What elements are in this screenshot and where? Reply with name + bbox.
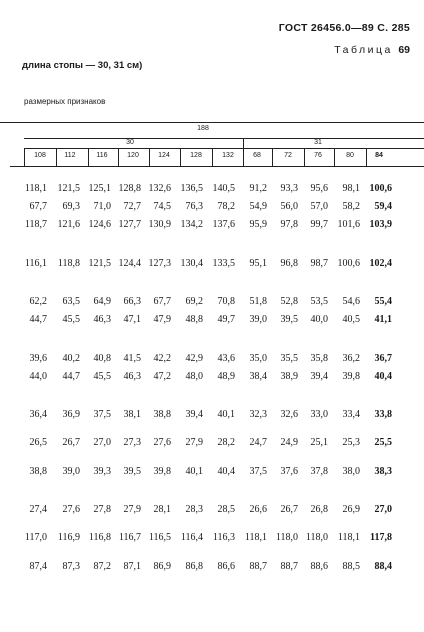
table-cell: 45,5 <box>93 371 111 382</box>
table-cell: 27,6 <box>62 504 80 515</box>
table-cell: 130,4 <box>180 258 203 269</box>
table-cell: 39,4 <box>310 371 328 382</box>
table-cell: 43,6 <box>217 353 235 364</box>
table-cell: 103,9 <box>369 219 392 230</box>
table-cell: 67,7 <box>29 201 47 212</box>
group-b-label: 31 <box>314 139 322 146</box>
table-cell: 133,5 <box>212 258 235 269</box>
column-header: 72 <box>284 152 292 159</box>
table-cell: 26,5 <box>29 437 47 448</box>
column-header: 76 <box>314 152 322 159</box>
table-cell: 66,3 <box>123 296 141 307</box>
table-cell: 27,0 <box>93 437 111 448</box>
table-cell: 32,6 <box>280 409 298 420</box>
table-cell: 27,0 <box>374 504 392 515</box>
table-cell: 95,9 <box>249 219 267 230</box>
group-rule <box>24 138 424 139</box>
table-top-rule <box>0 122 424 123</box>
table-cell: 136,5 <box>180 183 203 194</box>
table-cell: 44,0 <box>29 371 47 382</box>
table-cell: 118,0 <box>305 532 328 543</box>
table-cell: 86,6 <box>217 561 235 572</box>
subgroup-rule <box>24 148 424 149</box>
table-cell: 124,4 <box>118 258 141 269</box>
table-cell: 28,1 <box>153 504 171 515</box>
table-cell: 132,6 <box>148 183 171 194</box>
table-cell: 38,1 <box>123 409 141 420</box>
table-cell: 74,5 <box>153 201 171 212</box>
table-cell: 116,1 <box>24 258 47 269</box>
table-cell: 33,4 <box>342 409 360 420</box>
table-cell: 118,1 <box>337 532 360 543</box>
column-header: 132 <box>222 152 234 159</box>
table-cell: 87,2 <box>93 561 111 572</box>
table-cell: 100,6 <box>337 258 360 269</box>
table-cell: 40,1 <box>185 466 203 477</box>
column-divider <box>118 148 119 166</box>
table-cell: 40,8 <box>93 353 111 364</box>
table-cell: 69,2 <box>185 296 203 307</box>
column-header: 124 <box>158 152 170 159</box>
table-cell: 88,7 <box>249 561 267 572</box>
table-cell: 56,0 <box>280 201 298 212</box>
table-cell: 101,6 <box>337 219 360 230</box>
column-divider <box>212 148 213 166</box>
column-divider <box>24 148 25 166</box>
table-cell: 137,6 <box>212 219 235 230</box>
table-cell: 27,8 <box>93 504 111 515</box>
table-cell: 27,9 <box>123 504 141 515</box>
table-cell: 118,8 <box>57 258 80 269</box>
table-cell: 53,5 <box>310 296 328 307</box>
table-cell: 25,3 <box>342 437 360 448</box>
table-cell: 41,1 <box>374 314 392 325</box>
table-cell: 76,3 <box>185 201 203 212</box>
table-cell: 37,5 <box>249 466 267 477</box>
table-title: Таблица <box>334 44 393 56</box>
table-cell: 71,0 <box>93 201 111 212</box>
table-cell: 88,7 <box>280 561 298 572</box>
table-cell: 127,3 <box>148 258 171 269</box>
table-cell: 95,1 <box>249 258 267 269</box>
table-cell: 51,8 <box>249 296 267 307</box>
table-cell: 88,4 <box>374 561 392 572</box>
table-cell: 39,4 <box>185 409 203 420</box>
table-cell: 128,8 <box>118 183 141 194</box>
table-cell: 72,7 <box>123 201 141 212</box>
column-header: 68 <box>253 152 261 159</box>
table-cell: 98,7 <box>310 258 328 269</box>
table-cell: 87,1 <box>123 561 141 572</box>
table-cell: 130,9 <box>148 219 171 230</box>
table-cell: 58,2 <box>342 201 360 212</box>
table-cell: 44,7 <box>62 371 80 382</box>
table-cell: 27,9 <box>185 437 203 448</box>
column-divider <box>56 148 57 166</box>
table-cell: 39,5 <box>123 466 141 477</box>
table-cell: 99,7 <box>310 219 328 230</box>
table-cell: 39,8 <box>153 466 171 477</box>
table-cell: 24,9 <box>280 437 298 448</box>
table-cell: 118,1 <box>24 183 47 194</box>
table-cell: 62,2 <box>29 296 47 307</box>
table-cell: 24,7 <box>249 437 267 448</box>
column-divider <box>243 138 244 166</box>
table-cell: 37,6 <box>280 466 298 477</box>
table-cell: 116,3 <box>212 532 235 543</box>
table-cell: 47,1 <box>123 314 141 325</box>
table-cell: 40,2 <box>62 353 80 364</box>
table-caption: размерных признаков <box>24 97 106 106</box>
table-cell: 38,8 <box>153 409 171 420</box>
column-header: 108 <box>34 152 46 159</box>
table-cell: 117,8 <box>370 532 392 543</box>
table-cell: 42,9 <box>185 353 203 364</box>
column-header: 128 <box>190 152 202 159</box>
table-cell: 88,5 <box>342 561 360 572</box>
table-cell: 40,4 <box>217 466 235 477</box>
table-cell: 26,9 <box>342 504 360 515</box>
table-cell: 91,2 <box>249 183 267 194</box>
column-divider <box>366 148 367 166</box>
table-cell: 69,3 <box>62 201 80 212</box>
table-cell: 40,1 <box>217 409 235 420</box>
table-cell: 26,8 <box>310 504 328 515</box>
table-cell: 26,7 <box>280 504 298 515</box>
table-cell: 124,6 <box>88 219 111 230</box>
table-cell: 86,8 <box>185 561 203 572</box>
column-divider <box>180 148 181 166</box>
table-cell: 38,8 <box>29 466 47 477</box>
table-cell: 48,0 <box>185 371 203 382</box>
table-cell: 40,5 <box>342 314 360 325</box>
table-cell: 27,4 <box>29 504 47 515</box>
table-cell: 36,2 <box>342 353 360 364</box>
table-cell: 32,3 <box>249 409 267 420</box>
table-cell: 46,3 <box>93 314 111 325</box>
table-cell: 95,6 <box>310 183 328 194</box>
table-cell: 27,6 <box>153 437 171 448</box>
column-header: 84 <box>375 152 383 159</box>
table-cell: 39,8 <box>342 371 360 382</box>
table-cell: 55,4 <box>374 296 392 307</box>
column-divider <box>88 148 89 166</box>
table-cell: 116,9 <box>57 532 80 543</box>
table-subtitle: длина стопы — 30, 31 см) <box>22 60 143 71</box>
table-cell: 33,8 <box>374 409 392 420</box>
table-cell: 116,7 <box>118 532 141 543</box>
table-cell: 49,7 <box>217 314 235 325</box>
table-cell: 59,4 <box>374 201 392 212</box>
table-cell: 116,5 <box>148 532 171 543</box>
table-cell: 116,8 <box>88 532 111 543</box>
table-cell: 28,3 <box>185 504 203 515</box>
table-cell: 38,4 <box>249 371 267 382</box>
table-cell: 134,2 <box>180 219 203 230</box>
table-cell: 38,3 <box>374 466 392 477</box>
table-cell: 52,8 <box>280 296 298 307</box>
table-cell: 46,3 <box>123 371 141 382</box>
column-divider <box>272 148 273 166</box>
table-cell: 102,4 <box>369 258 392 269</box>
table-cell: 47,2 <box>153 371 171 382</box>
column-divider <box>334 148 335 166</box>
table-cell: 26,6 <box>249 504 267 515</box>
table-cell: 39,5 <box>280 314 298 325</box>
table-cell: 93,3 <box>280 183 298 194</box>
table-cell: 96,8 <box>280 258 298 269</box>
table-cell: 39,6 <box>29 353 47 364</box>
table-cell: 28,5 <box>217 504 235 515</box>
table-cell: 54,6 <box>342 296 360 307</box>
table-cell: 36,9 <box>62 409 80 420</box>
column-divider <box>304 148 305 166</box>
table-cell: 37,5 <box>93 409 111 420</box>
table-cell: 125,1 <box>88 183 111 194</box>
table-cell: 121,5 <box>57 183 80 194</box>
column-header: 80 <box>346 152 354 159</box>
table-cell: 26,7 <box>62 437 80 448</box>
column-header: 120 <box>127 152 139 159</box>
table-cell: 25,5 <box>374 437 392 448</box>
column-header: 116 <box>96 152 108 159</box>
table-cell: 35,0 <box>249 353 267 364</box>
table-cell: 48,9 <box>217 371 235 382</box>
column-header: 112 <box>64 152 76 159</box>
table-cell: 42,2 <box>153 353 171 364</box>
table-cell: 35,8 <box>310 353 328 364</box>
table-cell: 54,9 <box>249 201 267 212</box>
table-cell: 38,0 <box>342 466 360 477</box>
table-cell: 78,2 <box>217 201 235 212</box>
table-cell: 121,6 <box>57 219 80 230</box>
table-cell: 33,0 <box>310 409 328 420</box>
table-cell: 40,0 <box>310 314 328 325</box>
table-cell: 37,8 <box>310 466 328 477</box>
table-label <box>334 44 410 56</box>
table-cell: 117,0 <box>24 532 47 543</box>
table-cell: 86,9 <box>153 561 171 572</box>
table-cell: 47,9 <box>153 314 171 325</box>
table-cell: 140,5 <box>212 183 235 194</box>
table-cell: 64,9 <box>93 296 111 307</box>
table-cell: 67,7 <box>153 296 171 307</box>
table-cell: 88,6 <box>310 561 328 572</box>
table-cell: 36,7 <box>374 353 392 364</box>
table-cell: 100,6 <box>369 183 392 194</box>
table-cell: 27,3 <box>123 437 141 448</box>
group-top-label: 188 <box>197 125 209 132</box>
table-cell: 48,8 <box>185 314 203 325</box>
table-cell: 87,4 <box>29 561 47 572</box>
table-cell: 39,0 <box>249 314 267 325</box>
table-cell: 118,1 <box>244 532 267 543</box>
table-cell: 39,3 <box>93 466 111 477</box>
table-cell: 41,5 <box>123 353 141 364</box>
table-cell: 118,7 <box>24 219 47 230</box>
table-cell: 40,4 <box>374 371 392 382</box>
table-cell: 28,2 <box>217 437 235 448</box>
table-cell: 45,5 <box>62 314 80 325</box>
group-a-label: 30 <box>126 139 134 146</box>
table-cell: 25,1 <box>310 437 328 448</box>
table-cell: 35,5 <box>280 353 298 364</box>
page-header: ГОСТ 26456.0—89 С. 285 <box>278 22 410 34</box>
table-cell: 57,0 <box>310 201 328 212</box>
table-cell: 63,5 <box>62 296 80 307</box>
table-cell: 98,1 <box>342 183 360 194</box>
table-cell: 70,8 <box>217 296 235 307</box>
table-cell: 121,5 <box>88 258 111 269</box>
table-cell: 127,7 <box>118 219 141 230</box>
table-cell: 116,4 <box>180 532 203 543</box>
table-cell: 87,3 <box>62 561 80 572</box>
column-divider <box>149 148 150 166</box>
table-cell: 44,7 <box>29 314 47 325</box>
table-cell: 36,4 <box>29 409 47 420</box>
table-cell: 97,8 <box>280 219 298 230</box>
table-cell: 118,0 <box>275 532 298 543</box>
header-bottom-rule <box>10 166 424 167</box>
table-cell: 38,9 <box>280 371 298 382</box>
table-cell: 39,0 <box>62 466 80 477</box>
table-number: 69 <box>398 44 410 56</box>
